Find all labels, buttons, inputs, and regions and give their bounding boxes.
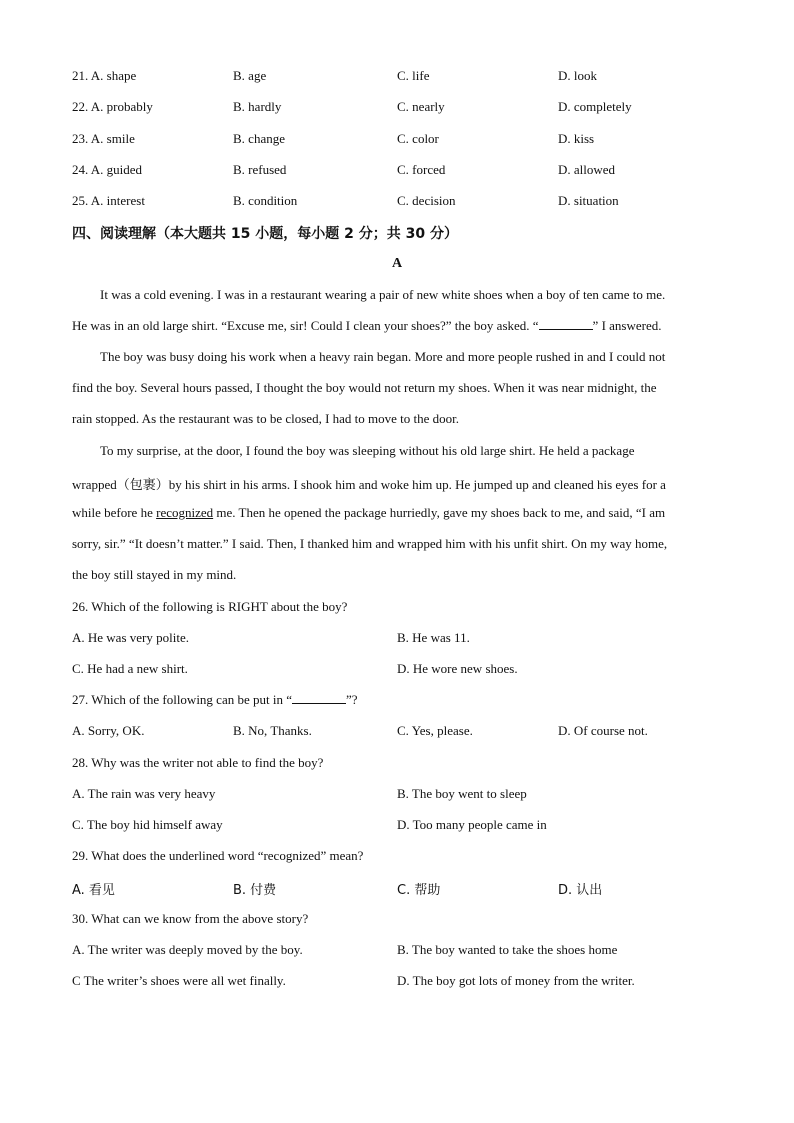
question-28-options <box>0 786 794 806</box>
option-d[interactable]: D. completely <box>558 99 632 114</box>
option-a[interactable]: 24. A. guided <box>72 162 143 177</box>
option-b[interactable]: B. He was 11. <box>397 630 470 645</box>
answer-blank <box>292 692 346 704</box>
option-a[interactable]: 23. A. smile <box>72 131 135 146</box>
stem-text: 27. Which of the following can be put in “ <box>72 692 292 707</box>
cloze-option-row-21 <box>0 68 794 88</box>
passage-line: the boy still stayed in my mind. <box>72 567 237 582</box>
option-d[interactable]: D. 认出 <box>558 883 603 898</box>
option-b[interactable]: B. The boy wanted to take the shoes home <box>397 942 618 957</box>
option-d[interactable]: D. kiss <box>558 131 595 146</box>
option-d[interactable]: D. Too many people came in <box>397 817 547 832</box>
question-27-stem <box>72 692 358 708</box>
question-30-options <box>0 942 794 962</box>
section-heading: 四、阅读理解（本大题共 15 小题，每小题 2 分；共 30 分） <box>72 226 458 242</box>
question-30-options <box>0 973 794 993</box>
option-a[interactable]: A. 看见 <box>72 883 115 898</box>
passage-line <box>72 318 722 334</box>
option-b[interactable]: B. condition <box>233 193 298 208</box>
cloze-option-row-22 <box>0 99 794 119</box>
option-b[interactable]: B. age <box>233 68 267 83</box>
option-a[interactable]: 25. A. interest <box>72 193 145 208</box>
passage-line: wrapped（包裹）by his shirt in his arms. I shook him and woke him up. He jumped up and cleaned his eyes for a <box>72 477 666 492</box>
passage-text: He was in an old large shirt. “Excuse me, sir! Could I clean your shoes?” the boy asked. “ <box>72 318 539 333</box>
option-c[interactable]: C. Yes, please. <box>397 723 473 738</box>
question-26-options <box>0 661 794 681</box>
option-b[interactable]: B. refused <box>233 162 287 177</box>
option-a[interactable]: A. Sorry, OK. <box>72 723 145 738</box>
passage-text: ” I answered. <box>592 318 662 333</box>
answer-blank <box>539 318 593 330</box>
passage-text: me. Then he opened the package hurriedly, gave my shoes back to me, and said, “I am <box>213 505 666 520</box>
option-c[interactable]: C The writer’s shoes were all wet finally. <box>72 973 286 988</box>
question-29-options <box>0 879 794 899</box>
option-c[interactable]: C. He had a new shirt. <box>72 661 188 676</box>
passage-line: rain stopped. As the restaurant was to be closed, I had to move to the door. <box>72 411 460 426</box>
passage-line <box>72 505 722 521</box>
option-b[interactable]: B. 付费 <box>233 883 277 898</box>
passage-line: The boy was busy doing his work when a heavy rain began. More and more people rushed in and I could not <box>100 349 666 364</box>
option-a[interactable]: 21. A. shape <box>72 68 137 83</box>
option-b[interactable]: B. No, Thanks. <box>233 723 312 738</box>
option-c[interactable]: C. nearly <box>397 99 445 114</box>
question-30-stem: 30. What can we know from the above story? <box>72 911 309 926</box>
passage-text: while before he <box>72 505 157 520</box>
cloze-option-row-25 <box>0 193 794 213</box>
stem-text: ”? <box>345 692 358 707</box>
option-c[interactable]: C. life <box>397 68 430 83</box>
cloze-option-row-24 <box>0 162 794 182</box>
question-28-stem: 28. Why was the writer not able to find the boy? <box>72 755 324 770</box>
option-d[interactable]: D. look <box>558 68 597 83</box>
option-d[interactable]: D. allowed <box>558 162 616 177</box>
question-28-options <box>0 817 794 837</box>
question-29-stem: 29. What does the underlined word “recognized” mean? <box>72 848 364 863</box>
question-26-stem: 26. Which of the following is RIGHT about the boy? <box>72 599 348 614</box>
option-d[interactable]: D. He wore new shoes. <box>397 661 518 676</box>
question-26-options <box>0 630 794 650</box>
option-c[interactable]: C. decision <box>397 193 456 208</box>
passage-title: A <box>391 256 403 271</box>
question-27-options <box>0 723 794 743</box>
cloze-option-row-23 <box>0 131 794 151</box>
option-a[interactable]: A. The rain was very heavy <box>72 786 216 801</box>
option-c[interactable]: C. forced <box>397 162 446 177</box>
option-b[interactable]: B. hardly <box>233 99 282 114</box>
passage-line: To my surprise, at the door, I found the boy was sleeping without his old large shirt. He held a package <box>100 443 635 458</box>
option-c[interactable]: C. The boy hid himself away <box>72 817 223 832</box>
option-d[interactable]: D. The boy got lots of money from the writer. <box>397 973 635 988</box>
passage-line: find the boy. Several hours passed, I thought the boy would not return my shoes. When it was near midnight, the <box>72 380 657 395</box>
passage-line: It was a cold evening. I was in a restaurant wearing a pair of new white shoes when a boy of ten came to me. <box>100 287 666 302</box>
option-a[interactable]: A. He was very polite. <box>72 630 189 645</box>
option-a[interactable]: A. The writer was deeply moved by the boy. <box>72 942 303 957</box>
option-d[interactable]: D. situation <box>558 193 619 208</box>
option-b[interactable]: B. The boy went to sleep <box>397 786 527 801</box>
option-a[interactable]: 22. A. probably <box>72 99 153 114</box>
option-c[interactable]: C. 帮助 <box>397 883 441 898</box>
option-d[interactable]: D. Of course not. <box>558 723 648 738</box>
option-b[interactable]: B. change <box>233 131 285 146</box>
underlined-word: recognized <box>156 505 214 520</box>
option-c[interactable]: C. color <box>397 131 439 146</box>
passage-line: sorry, sir.” “It doesn’t matter.” I said. Then, I thanked him and wrapped him with his unfit shirt. On my way home, <box>72 536 668 551</box>
